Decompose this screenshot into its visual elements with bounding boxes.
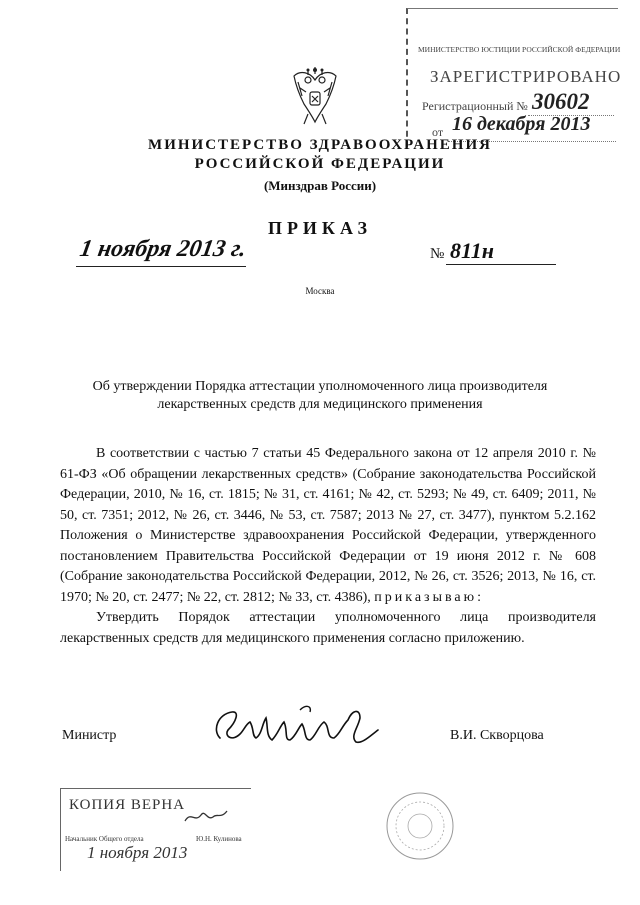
stamp-number-value: 30602: [532, 89, 590, 114]
preamble-text: В соответствии с частью 7 статьи 45 Федерального закона от 12 апреля 2010 г. № 61-ФЗ «Об обращении лекарственных средств» (Собрание законодательства Российской Федерации, 2010, № 16, ст. 1815; № 31, ст. 4161; № 42, ст. 5293; № 49, ст. 6409; 2011, № 50, ст. 7351; 2012, № 26, ст. 3446, № 53, ст. 7587; 2013 № 27, ст. 3477), пунктом 5.2.162 Положения о Министерстве здравоохранения Российской Федерации, утвержденного постановлением Правительства Российской Федерации от 19 июня 2012 г. № 608 (Собрание законодательства Российской Федерации, 2012, № 26, ст. 3526; 2013, № 16, ст. 1970; № 20, ст. 2477; № 22, ст. 2812; № 33, ст. 4386),: [60, 446, 596, 605]
order-subject: [60, 378, 580, 413]
stamp-status: ЗАРЕГИСТРИРОВАНО: [430, 67, 622, 86]
copy-stamp-title: КОПИЯ ВЕРНА: [69, 797, 186, 813]
stamp-number-label: Регистрационный №: [422, 99, 528, 113]
copy-stamp-date: 1 ноября 2013: [87, 843, 188, 862]
ministry-short-name: (Минздрав России): [263, 178, 377, 193]
order-date: 1 ноября 2013 г.: [77, 236, 249, 262]
copy-stamp-signature: [181, 803, 231, 829]
order-title: ПРИКАЗ: [267, 218, 373, 238]
subject-line-2: лекарственных средств для медицинского применения: [157, 396, 483, 412]
number-sign: №: [430, 246, 445, 262]
round-seal-icon: [382, 790, 458, 862]
signatory-name: В.И. Скворцова: [450, 728, 544, 743]
city: Москва: [305, 286, 335, 296]
copy-stamp-name: Ю.Н. Кулинова: [196, 835, 242, 843]
order-number: 811н: [450, 238, 494, 263]
registration-stamp: [406, 8, 622, 147]
subject-line-1: Об утверждении Порядка аттестации уполномоченного лица производителя: [92, 379, 548, 394]
coat-of-arms-icon: [290, 66, 340, 128]
ministry-name: [0, 136, 640, 174]
order-body: [60, 444, 596, 649]
order-word: приказываю:: [374, 589, 484, 605]
handwritten-signature: [210, 700, 390, 760]
ministry-line-1: МИНИСТЕРСТВО ЗДРАВООХРАНЕНИЯ: [148, 137, 492, 153]
order-date-underline: [76, 266, 246, 267]
preamble-paragraph: [60, 444, 596, 608]
stamp-date-value: 16 декабря 2013: [452, 113, 591, 135]
copy-stamp-post: Начальник Общего отдела: [65, 835, 144, 843]
ministry-line-2: РОССИЙСКОЙ ФЕДЕРАЦИИ: [194, 156, 446, 172]
resolution-paragraph: Утвердить Порядок аттестации уполномоченного лица производителя лекарственных средств для медицинского применения согласно приложению.: [60, 610, 596, 646]
copy-certification-stamp: [60, 788, 251, 871]
signatory-title: Министр: [62, 728, 117, 743]
order-number-underline: [446, 264, 556, 265]
stamp-date-prefix: от: [432, 125, 444, 139]
stamp-ministry-line: МИНИСТЕРСТВО ЮСТИЦИИ РОССИЙСКОЙ ФЕДЕРАЦИИ: [418, 45, 621, 54]
